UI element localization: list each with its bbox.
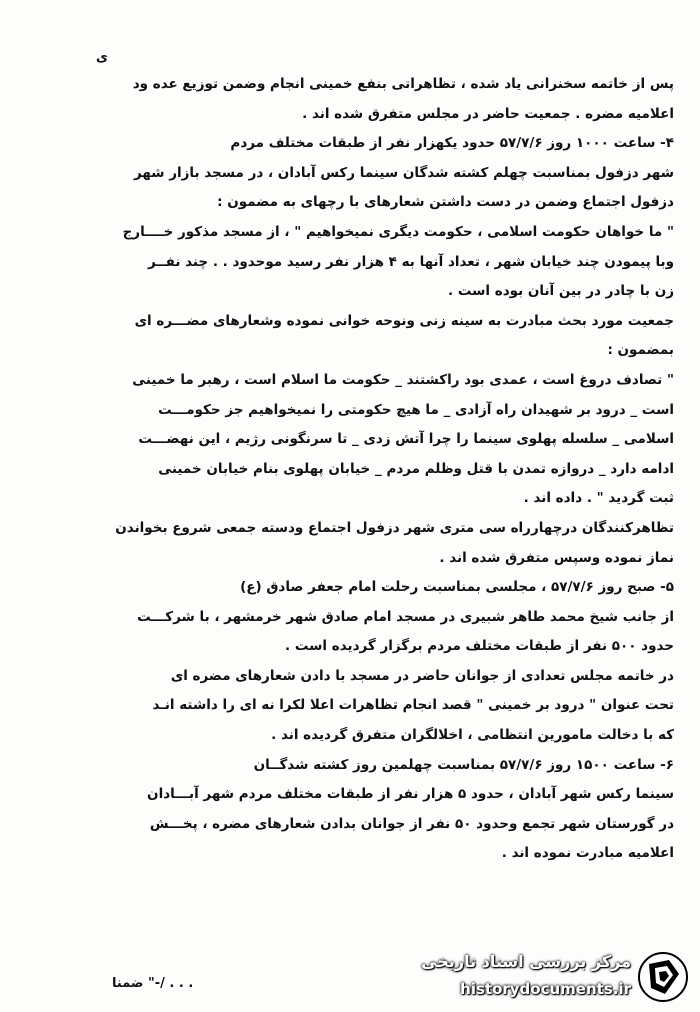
text-line: است _ درود بر شهیدان راه آزادی _ ما هیچ حکومتی را نمیخواهیم جز حکومـــت [158, 401, 674, 418]
text-line: ۴- ساعت ۱۰۰۰ روز ۵۷/۷/۶ حدود یکهزار نفر از طبقات مختلف مردم [230, 135, 674, 152]
page-footer-note: ضمنا "-/ . . . [112, 976, 194, 991]
archive-logo-icon [635, 950, 691, 1004]
text-line: از جانب شیخ محمد طاهر شبیری در مسجد امام صادق شهر خرمشهر ، با شرکـــت [137, 608, 674, 625]
text-line: زن با چادر در بین آنان بوده است . [448, 283, 674, 300]
text-line: نماز نموده وسپس متفرق شده اند . [439, 549, 674, 566]
text-line: ادامه دارد _ دروازه تمدن با قتل وظلم مردم _ خیابان پهلوی بنام خیابان خمینی [158, 460, 674, 477]
text-line: حدود ۵۰۰ نفر از طبقات مختلف مردم برگزار گردیده است . [285, 638, 674, 655]
text-line: پس از خاتمه سخنرانی یاد شده ، تظاهراتی بنفع خمینی انجام وضمن توزیع عده ود [132, 76, 674, 92]
text-line: ۶- ساعت ۱۵۰۰ روز ۵۷/۷/۶ بمناسبت چهلمین روز کشته شدگــان [253, 756, 674, 773]
text-line: در خاتمه مجلس تعدادی از جوانان حاضر در مسجد با دادن شعارهای مضره ای [170, 667, 674, 684]
text-line: اسلامی _ سلسله پهلوی سینما را چرا آتش زدی _ تا سرنگونی رژیم ، این نهضـــت [138, 431, 674, 448]
text-line: وبا پیمودن چند خیابان شهر ، تعداد آنها به ۴ هزار نفر رسید موحدود . . چند نفــر [147, 253, 674, 270]
text-line: تظاهرکنندگان درچهارراه سی متری شهر دزفول اجتماع ودسته جمعی شروع بخواندن [115, 519, 674, 536]
text-line: که با دخالت مامورین انتظامی ، اخلالگران متفرق گردیده اند . [271, 727, 674, 744]
text-line: سینما رکس شهر آبادان ، حدود ۵ هزار نفر از طبقات مختلف مردم شهر آبـــادان [147, 786, 674, 803]
text-line: ۵- صبح روز ۵۷/۷/۶ ، مجلسی بمناسبت رحلت امام جعفر صادق (ع) [240, 579, 674, 596]
text-line: دزفول اجتماع وضمن در دست داشتن شعارهای با رچهای به مضمون : [217, 194, 674, 211]
watermark [395, 948, 695, 1006]
text-line: جمعیت مورد بحث مبادرت به سینه زنی ونوحه خوانی نموده وشعارهای مضـــره ای [134, 312, 674, 329]
watermark-url: historydocuments.ir [460, 980, 631, 998]
watermark-title: مرکز بررسی اسناد تاریخی [421, 952, 631, 971]
text-line: اعلامیه مضره . جمعیت حاضر در مجلس متفرق شده اند . [302, 105, 674, 122]
margin-mark: ی [96, 50, 108, 65]
text-line: " ما خواهان حکومت اسلامی ، حکومت دیگری نمیخواهیم " ، از مسجد مذکور خــــارج [122, 223, 674, 240]
text-line: شهر دزفول بمناسبت چهلم کشته شدگان سینما رکس آبادان ، در مسجد بازار شهر [133, 164, 674, 181]
text-line: بمضمون : [607, 342, 674, 359]
text-line: اعلامیه مبادرت نموده اند . [501, 845, 674, 862]
text-line: ثبت گردید " . داده اند . [523, 490, 674, 507]
text-line: " تصادف دروغ است ، عمدی بود راکشتند _ حکومت ما اسلام است ، رهبر ما خمینی [132, 371, 674, 388]
document-body [62, 70, 674, 869]
text-line: تحت عنوان " درود بر خمینی " قصد انجام تظاهرات اعلا لکرا نه ای را داشته انـد [152, 697, 674, 714]
text-line: در گورستان شهر تجمع وحدود ۵۰ نفر از جوانان بدادن شعارهای مضره ، پخـــش [149, 815, 674, 832]
